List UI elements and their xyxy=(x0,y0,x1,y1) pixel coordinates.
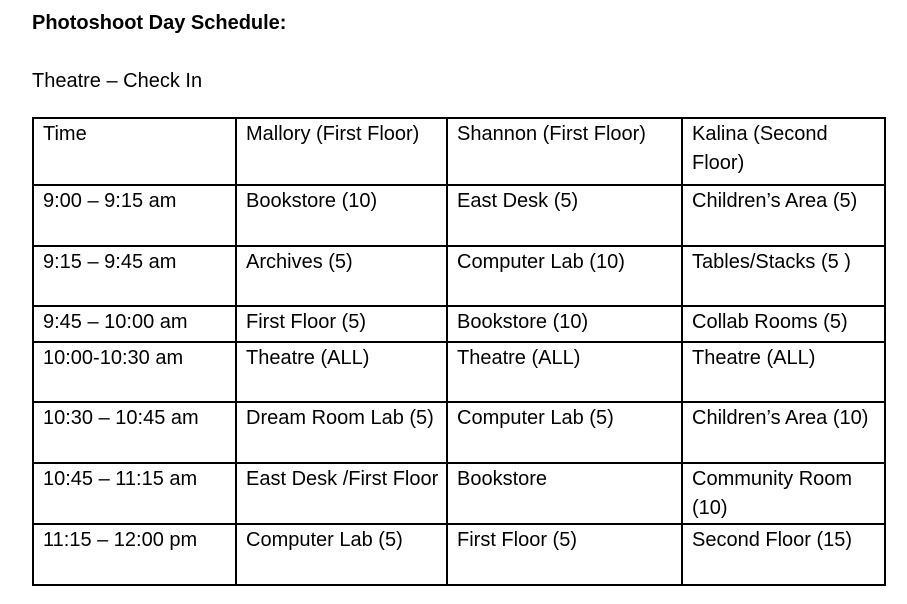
time-cell: 9:00 – 9:15 am xyxy=(33,185,236,246)
mallory-cell: East Desk /First Floor xyxy=(236,463,447,524)
kalina-cell: Children’s Area (10) xyxy=(682,402,885,463)
table-row xyxy=(33,306,885,342)
kalina-cell: Community Room (10) xyxy=(682,463,885,524)
table-row xyxy=(33,402,885,463)
table-row xyxy=(33,246,885,306)
shannon-cell: Computer Lab (5) xyxy=(447,402,682,463)
time-cell: 10:30 – 10:45 am xyxy=(33,402,236,463)
mallory-cell: Bookstore (10) xyxy=(236,185,447,246)
shannon-cell: East Desk (5) xyxy=(447,185,682,246)
shannon-cell: Bookstore xyxy=(447,463,682,524)
time-cell: 9:15 – 9:45 am xyxy=(33,246,236,306)
page-title: Photoshoot Day Schedule: xyxy=(32,12,287,34)
schedule-table xyxy=(32,117,886,586)
time-cell: 10:00-10:30 am xyxy=(33,342,236,402)
header-cell-time: Time xyxy=(33,118,236,185)
header-cell-shannon: Shannon (First Floor) xyxy=(447,118,682,185)
header-cell-kalina: Kalina (Second Floor) xyxy=(682,118,885,185)
table-row xyxy=(33,185,885,246)
header-cell-mallory: Mallory (First Floor) xyxy=(236,118,447,185)
table-row xyxy=(33,342,885,402)
kalina-cell: Collab Rooms (5) xyxy=(682,306,885,342)
time-cell: 11:15 – 12:00 pm xyxy=(33,524,236,585)
shannon-cell: Computer Lab (10) xyxy=(447,246,682,306)
shannon-cell: Bookstore (10) xyxy=(447,306,682,342)
kalina-cell: Second Floor (15) xyxy=(682,524,885,585)
mallory-cell: Computer Lab (5) xyxy=(236,524,447,585)
page-subtitle: Theatre – Check In xyxy=(32,70,203,92)
kalina-cell: Theatre (ALL) xyxy=(682,342,885,402)
time-cell: 9:45 – 10:00 am xyxy=(33,306,236,342)
kalina-cell: Children’s Area (5) xyxy=(682,185,885,246)
table-row xyxy=(33,463,885,524)
time-cell: 10:45 – 11:15 am xyxy=(33,463,236,524)
mallory-cell: Archives (5) xyxy=(236,246,447,306)
shannon-cell: First Floor (5) xyxy=(447,524,682,585)
mallory-cell: First Floor (5) xyxy=(236,306,447,342)
mallory-cell: Theatre (ALL) xyxy=(236,342,447,402)
header-row xyxy=(33,118,885,185)
mallory-cell: Dream Room Lab (5) xyxy=(236,402,447,463)
kalina-cell: Tables/Stacks (5 ) xyxy=(682,246,885,306)
table-row xyxy=(33,524,885,585)
shannon-cell: Theatre (ALL) xyxy=(447,342,682,402)
